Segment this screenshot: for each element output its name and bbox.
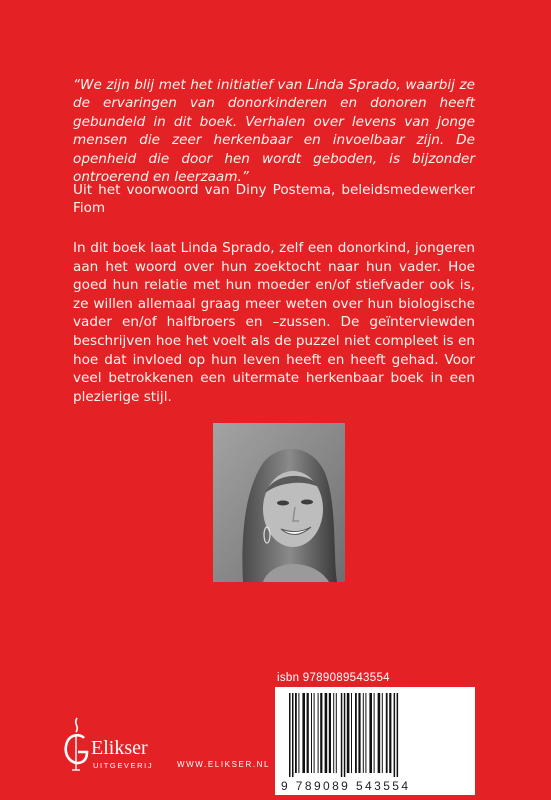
barcode-bar <box>289 693 291 777</box>
isbn-label: isbn 9789089543554 <box>277 672 390 684</box>
barcode-bar <box>397 693 399 777</box>
barcode-bar <box>311 693 312 773</box>
barcode-area <box>275 671 475 795</box>
barcode-bar <box>307 693 309 773</box>
barcode-bar <box>333 693 334 773</box>
barcode-bar <box>351 693 352 773</box>
barcode-bar <box>378 693 381 773</box>
barcode-bar <box>347 693 350 773</box>
barcode-bar <box>365 693 366 773</box>
author-portrait-image <box>213 423 345 582</box>
barcode-bar <box>336 693 337 773</box>
barcode-bar <box>363 693 364 773</box>
barcode-bar <box>318 693 319 773</box>
barcode-bar <box>344 693 346 777</box>
barcode-bar <box>320 693 322 773</box>
barcode-bar <box>295 693 297 773</box>
book-description: In dit boek laat Linda Sprado, zelf een donorkind, jongeren aan het woord over hun zoektocht naar hun vader. Hoe goed hun relatie met hun moeder en/of stiefvader ook is, ze willen allemaal graag meer weten over hun biologische vader en/of halfbroers en –zussen. De geïnterviewden beschrijven hoe het voelt als de puzzel niet compleet is en hoe dat invloed op hun leven heeft en heeft gehad. Voor veel betrokkenen een uitermate herkenbaar boek in een plezierige stijl. <box>73 240 475 405</box>
barcode-bar <box>374 693 375 773</box>
barcode-bar <box>325 693 328 773</box>
barcode-bar <box>302 693 305 773</box>
author-photo <box>213 423 345 582</box>
quote-attribution: Uit het voorwoord van Diny Postema, beleidsmedewerker Fiom <box>73 182 475 217</box>
barcode-bar <box>314 693 315 773</box>
barcode-bar <box>389 693 391 773</box>
elikser-logo-icon <box>60 716 94 772</box>
barcode-bar <box>369 693 372 773</box>
barcode-bar <box>355 693 357 773</box>
barcode-bar <box>394 693 396 777</box>
barcode-bar <box>358 693 360 773</box>
barcode-bar <box>298 693 299 773</box>
barcode-bar <box>341 693 343 777</box>
publisher-name: Elikser <box>91 737 148 759</box>
endorsement-quote: “We zijn blij met het initiatief van Linda Sprado, waarbij ze de ervaringen van donorkinderen en donoren heeft gebundeld in dit boek. Verhalen over levens van jonge mensen die zeer herkenbaar en invoelbaar zijn. De openheid die door hen wordt geboden, is bijzonder ontroerend en leerzaam.” <box>73 77 475 186</box>
barcode-bar <box>382 693 383 773</box>
publisher-website: WWW.ELIKSER.NL <box>177 760 271 769</box>
barcode-bar <box>386 693 388 773</box>
barcode-bar <box>329 693 331 773</box>
publisher-logo-block <box>60 716 180 776</box>
barcode-bar <box>292 693 294 777</box>
publisher-subtitle: UITGEVERIJ <box>93 761 154 770</box>
barcode-panel <box>275 687 475 795</box>
barcode-digits: 9 789089 543554 <box>281 779 411 793</box>
